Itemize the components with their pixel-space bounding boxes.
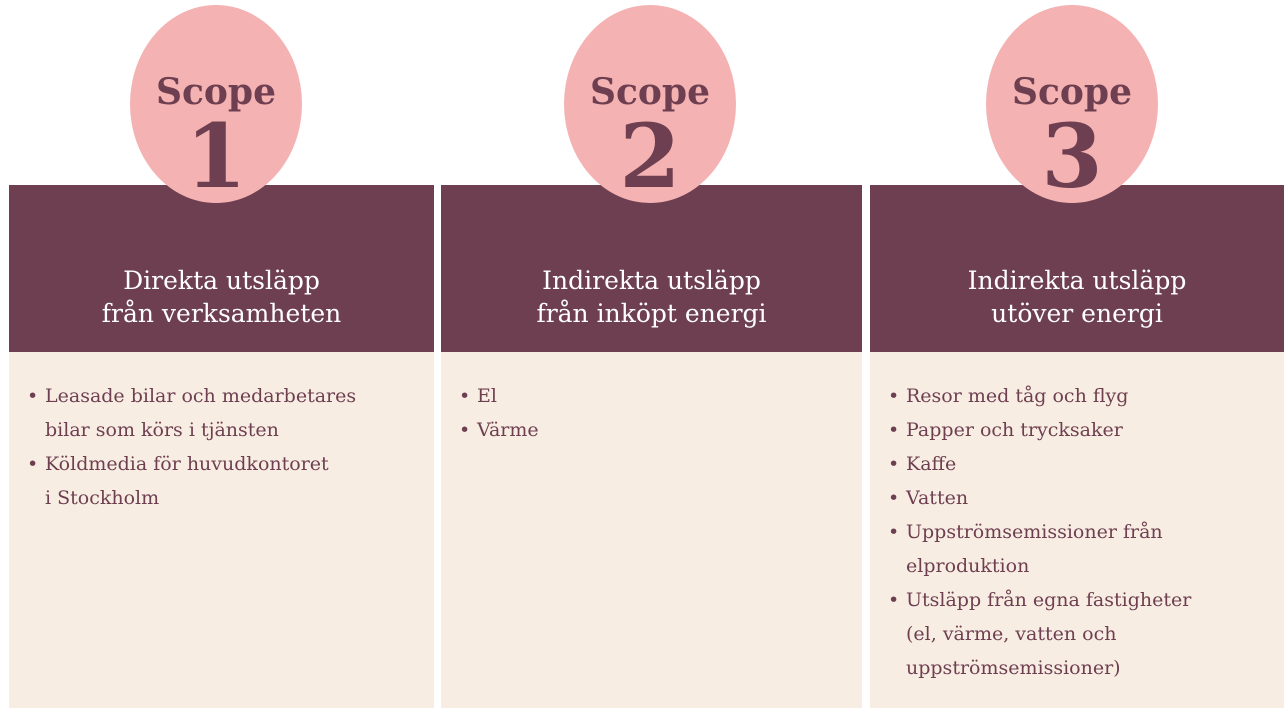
- scope-3-list-item-line: uppströmsemissioner): [906, 657, 1121, 679]
- scope-2-column: [441, 0, 862, 708]
- scope-3-badge-label: Scope: [1011, 71, 1132, 113]
- scope-1-badge-label: Scope: [155, 71, 276, 113]
- scope-1-title: [9, 264, 434, 330]
- scope-1-list-item-line: bilar som körs i tjänsten: [45, 419, 279, 441]
- scope-3-list-item: [886, 515, 1274, 583]
- scope-1-list-item-line: Köldmedia för huvudkontoret: [45, 453, 329, 475]
- scope-3-list-item-line: Kaffe: [906, 453, 957, 475]
- scope-1-item-list: [25, 379, 424, 515]
- scope-1-list-item-line: Leasade bilar och medarbetares: [45, 385, 357, 407]
- scope-2-title-line: Indirekta utsläpp: [542, 266, 761, 295]
- scope-3-list-item-line: Resor med tåg och flyg: [906, 385, 1129, 407]
- scope-2-title: [441, 264, 862, 330]
- scope-2-list-item-line: El: [477, 385, 497, 407]
- scope-1-column: [9, 0, 434, 708]
- scope-2-badge: [564, 5, 736, 208]
- scope-3-list-item-line: Vatten: [906, 487, 969, 509]
- scope-1-list-item-line: i Stockholm: [45, 487, 160, 509]
- scope-3-list-item-line: Utsläpp från egna fastigheter: [906, 589, 1192, 611]
- scope-3-list-item: [886, 481, 1274, 515]
- scope-2-title-line: från inköpt energi: [536, 299, 767, 328]
- scope-1-list-item: [25, 447, 424, 515]
- scope-1-title-line: Direkta utsläpp: [123, 266, 320, 295]
- scope-1-list-item: [25, 379, 424, 447]
- scope-3-badge-number: 3: [1041, 104, 1103, 208]
- scope-3-title-line: utöver energi: [991, 299, 1163, 328]
- scope-3-item-list: [886, 379, 1274, 685]
- scope-2-badge-label: Scope: [589, 71, 710, 113]
- scope-3-list-item: [886, 379, 1274, 413]
- scope-3-list-item-line: Uppströmsemissioner från: [906, 521, 1163, 543]
- scope-1-badge: [130, 5, 302, 208]
- scope-2-list-item-line: Värme: [477, 419, 539, 441]
- scope-3-list-item-line: elproduktion: [906, 555, 1030, 577]
- scope-3-list-item-line: Papper och trycksaker: [906, 419, 1123, 441]
- scope-2-item-list: [457, 379, 852, 447]
- scope-3-badge: [986, 5, 1158, 208]
- scope-3-list-item: [886, 413, 1274, 447]
- scope-2-list-item: [457, 379, 852, 413]
- scope-3-title: [870, 264, 1284, 330]
- scope-3-list-item: [886, 447, 1274, 481]
- scope-3-title-line: Indirekta utsläpp: [967, 266, 1187, 295]
- scope-1-title-line: från verksamheten: [101, 299, 342, 328]
- scope-1-badge-number: 1: [185, 104, 247, 208]
- scope-2-list-item: [457, 413, 852, 447]
- scope-3-list-item: [886, 583, 1274, 685]
- scope-3-column: [870, 0, 1284, 708]
- scope-2-badge-number: 2: [619, 104, 681, 208]
- scope-3-list-item-line: (el, värme, vatten och: [906, 623, 1117, 645]
